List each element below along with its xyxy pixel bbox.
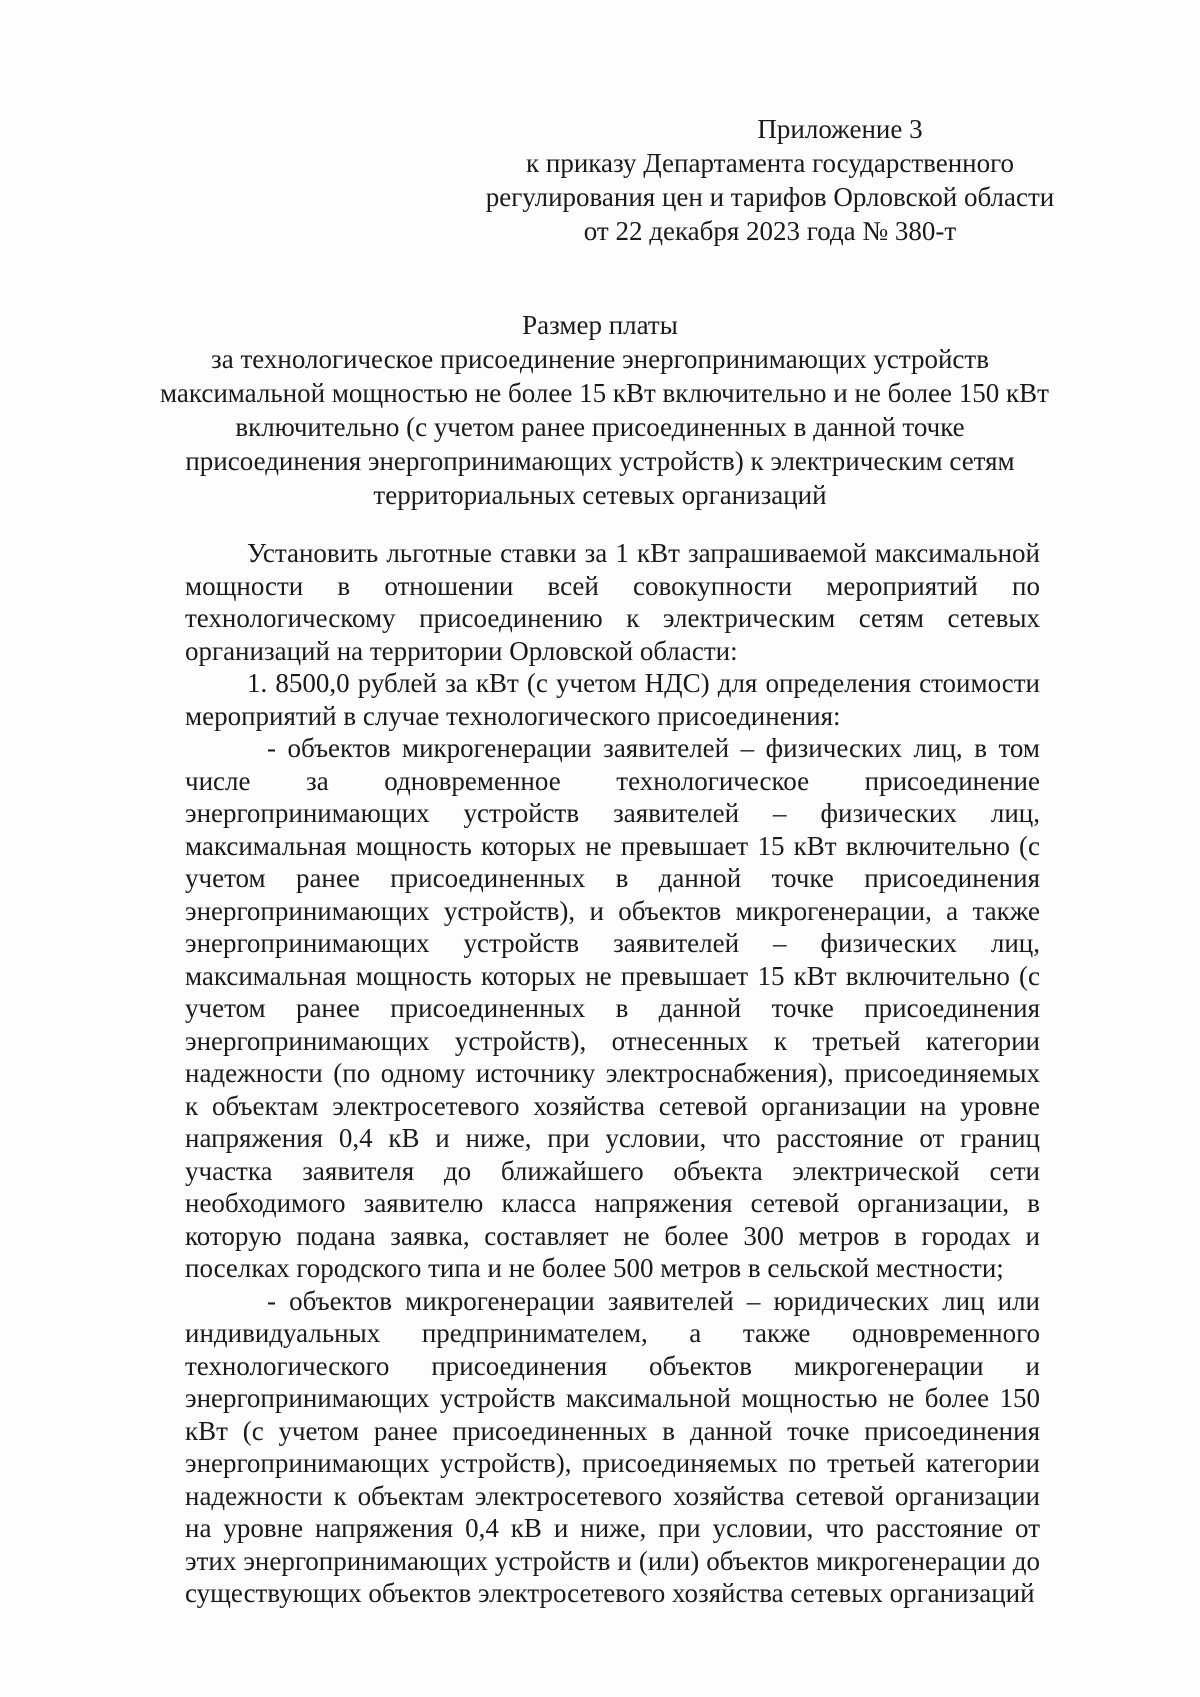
subitem-2-paragraph: - объектов микрогенерации заявителей – юридических лиц или индивидуальных предпринимателем, а также одновременного технологического присоединения объектов микрогенерации и энергопринимающих устройств максимальной мощностью не более 150 кВт (с учетом ранее присоединенных в данной точке присоединения энергопринимающих устройств), присоединяемых по третьей категории надежности к объектам электросетевого хозяйства сетевой организации на уровне напряжения 0,4 кВ и ниже, при условии, что расстояние от этих энергопринимающих устройств и (или) объектов микрогенерации до существующих объектов электросетевого хозяйства сетевых организаций [185, 1285, 1040, 1608]
appendix-date: от 22 декабря 2023 года № 380-т [583, 216, 957, 246]
title-line-4: включительно (с учетом ранее присоединенных в данной точке [235, 412, 965, 442]
document-body [185, 537, 1040, 1610]
appendix-number: Приложение 3 [757, 114, 923, 144]
document-title [160, 308, 1049, 512]
intro-paragraph: Установить льготные ставки за 1 кВт запрашиваемой максимальной мощности в отношении всей совокупности мероприятий по технологическому присоединению к электрическим сетям сетевых организаций на территории Орловской области: [185, 538, 1040, 666]
appendix-order-ref: к приказу Департамента государственного [526, 148, 1014, 178]
title-line-5: присоединения энергопринимающих устройств) к электрическим сетям [185, 446, 1015, 476]
appendix-header [470, 112, 1070, 248]
title-line-3: максимальной мощностью не более 15 кВт включительно и не более 150 кВт [160, 378, 1049, 408]
title-line-2: за технологическое присоединение энергопринимающих устройств [211, 344, 989, 374]
title-line-1: Размер платы [522, 310, 678, 340]
appendix-department: регулирования цен и тарифов Орловской области [485, 182, 1055, 212]
subitem-1-paragraph: - объектов микрогенерации заявителей – физических лиц, в том числе за одновременное технологическое присоединение энергопринимающих устройств заявителей – физических лиц, максимальная мощность которых не превышает 15 кВт включительно (с учетом ранее присоединенных в данной точке присоединения энергопринимающих устройств), и объектов микрогенерации, а также энергопринимающих устройств заявителей – физических лиц, максимальная мощность которых не превышает 15 кВт включительно (с учетом ранее присоединенных в данной точке присоединения энергопринимающих устройств), отнесенных к третьей категории надежности (по одному источнику электроснабжения), присоединяемых к объектам электросетевого хозяйства сетевой организации на уровне напряжения 0,4 кВ и ниже, при условии, что расстояние от границ участка заявителя до ближайшего объекта электрической сети необходимого заявителю класса напряжения сетевой организации, в которую подана заявка, составляет не более 300 метров в городах и поселках городского типа и не более 500 метров в сельской местности; [185, 733, 1040, 1283]
item-1-paragraph: 1. 8500,0 рублей за кВт (с учетом НДС) для определения стоимости мероприятий в случае технологического присоединения: [185, 668, 1040, 731]
title-line-6: территориальных сетевых организаций [373, 480, 827, 510]
